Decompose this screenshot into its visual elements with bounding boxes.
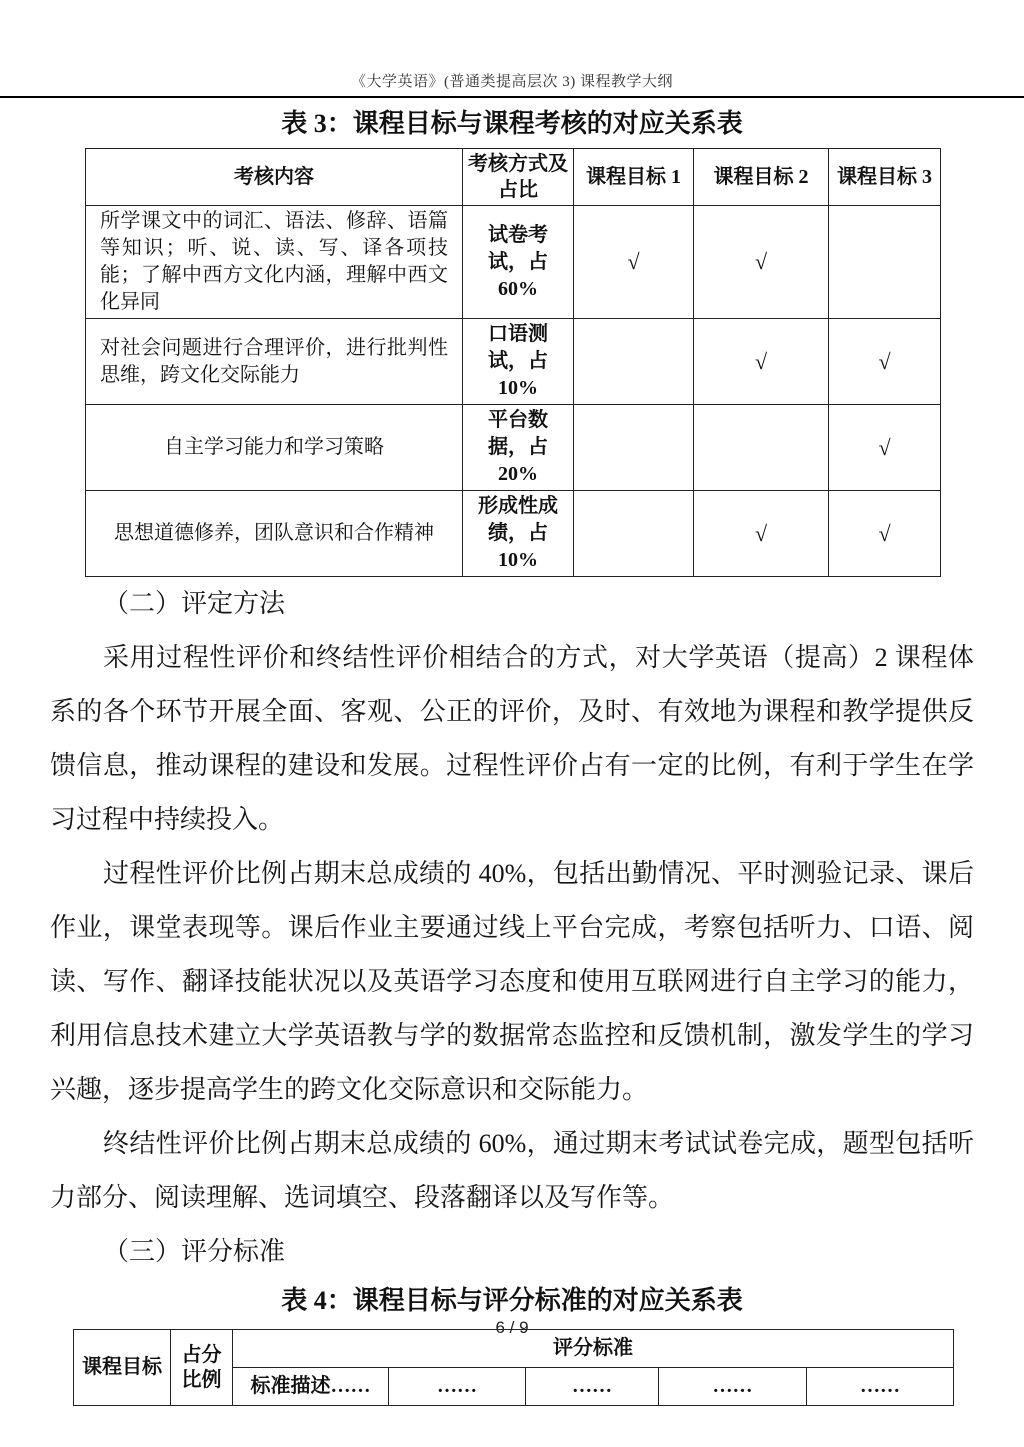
table3-col-method-ratio: 考核方式及占比: [463, 149, 574, 206]
criteria-description-cell: 标准描述……: [233, 1368, 389, 1406]
paragraph: 过程性评价比例占期末总成绩的 40%，包括出勤情况、平时测验记录、课后作业，课堂表现等。课后作业主要通过线上平台完成，考察包括听力、口语、阅读、写作、翻译技能状况以及英语学习态度和使用互联网进行自主学习的能力，利用信息技术建立大学英语教与学的数据常态监控和反馈机制，激发学生的学习兴趣，逐步提高学生的跨文化交际意识和交际能力。: [50, 859, 974, 1104]
goal1-checkmark: [574, 491, 694, 577]
goal2-checkmark: [694, 405, 829, 491]
table3-header-row: [86, 149, 941, 206]
goal1-checkmark: [574, 319, 694, 405]
goal3-checkmark: √: [829, 491, 941, 577]
table3-col-goal1: 课程目标 1: [574, 149, 694, 206]
criteria-ellipsis-cell: ……: [659, 1368, 807, 1406]
table4-col-score-ratio: 占分比例: [171, 1330, 233, 1406]
section-heading-scoring-criteria: （三）评分标准: [103, 1237, 286, 1266]
criteria-ellipsis-cell: ……: [807, 1368, 954, 1406]
body-text: [50, 577, 974, 1279]
assessment-content-cell: 所学课文中的词汇、语法、修辞、语篇等知识；听、说、读、写、译各项技能；了解中西方文化内涵，理解中西文化异同: [86, 206, 463, 319]
assessment-method-cell: 试卷考试，占 60%: [463, 206, 574, 319]
table4-col-course-goal: 课程目标: [74, 1330, 171, 1406]
goal3-checkmark: √: [829, 319, 941, 405]
criteria-ellipsis-cell: ……: [526, 1368, 659, 1406]
page-content: [50, 108, 974, 1406]
paragraph: 终结性评价比例占期末总成绩的 60%，通过期末考试试卷完成，题型包括听力部分、阅读理解、选词填空、段落翻译以及写作等。: [50, 1129, 974, 1212]
assessment-content-cell: 对社会问题进行合理评价，进行批判性思维，跨文化交际能力: [86, 319, 463, 405]
assessment-content-cell: 自主学习能力和学习策略: [86, 405, 463, 491]
goal2-checkmark: √: [694, 491, 829, 577]
running-header: 《大学英语》(普通类提高层次 3) 课程教学大纲: [351, 74, 673, 90]
table4-criteria-mapping: [73, 1329, 954, 1406]
table3-row: [86, 491, 941, 577]
paragraph: 采用过程性评价和终结性评价相结合的方式，对大学英语（提高）2 课程体系的各个环节开展全面、客观、公正的评价，及时、有效地为课程和教学提供反馈信息，推动课程的建设和发展。过程性评价占有一定的比例，有利于学生在学习过程中持续投入。: [50, 643, 974, 834]
table4-title: 表 4：课程目标与评分标准的对应关系表: [281, 1286, 743, 1315]
assessment-method-cell: 口语测试，占 10%: [463, 319, 574, 405]
assessment-method-cell: 形成性成绩，占 10%: [463, 491, 574, 577]
goal1-checkmark: [574, 405, 694, 491]
assessment-content-cell: 思想道德修养，团队意识和合作精神: [86, 491, 463, 577]
table3-col-goal2: 课程目标 2: [694, 149, 829, 206]
table3-row: [86, 319, 941, 405]
assessment-method-cell: 平台数据，占 20%: [463, 405, 574, 491]
table3-col-assessment-content: 考核内容: [86, 149, 463, 206]
table3-col-goal3: 课程目标 3: [829, 149, 941, 206]
header-divider-line: [0, 96, 1024, 98]
table3-assessment-mapping: [85, 148, 941, 577]
goal2-checkmark: √: [694, 206, 829, 319]
table3-row: [86, 405, 941, 491]
goal2-checkmark: √: [694, 319, 829, 405]
page-number: 6 / 9: [495, 1318, 529, 1337]
table4-col-scoring-criteria: 评分标准: [233, 1330, 954, 1368]
table3-title: 表 3：课程目标与课程考核的对应关系表: [281, 109, 743, 138]
criteria-ellipsis-cell: ……: [389, 1368, 526, 1406]
goal3-checkmark: [829, 206, 941, 319]
table3-row: [86, 206, 941, 319]
goal1-checkmark: √: [574, 206, 694, 319]
section-heading-evaluation-method: （二）评定方法: [103, 589, 286, 618]
goal3-checkmark: √: [829, 405, 941, 491]
